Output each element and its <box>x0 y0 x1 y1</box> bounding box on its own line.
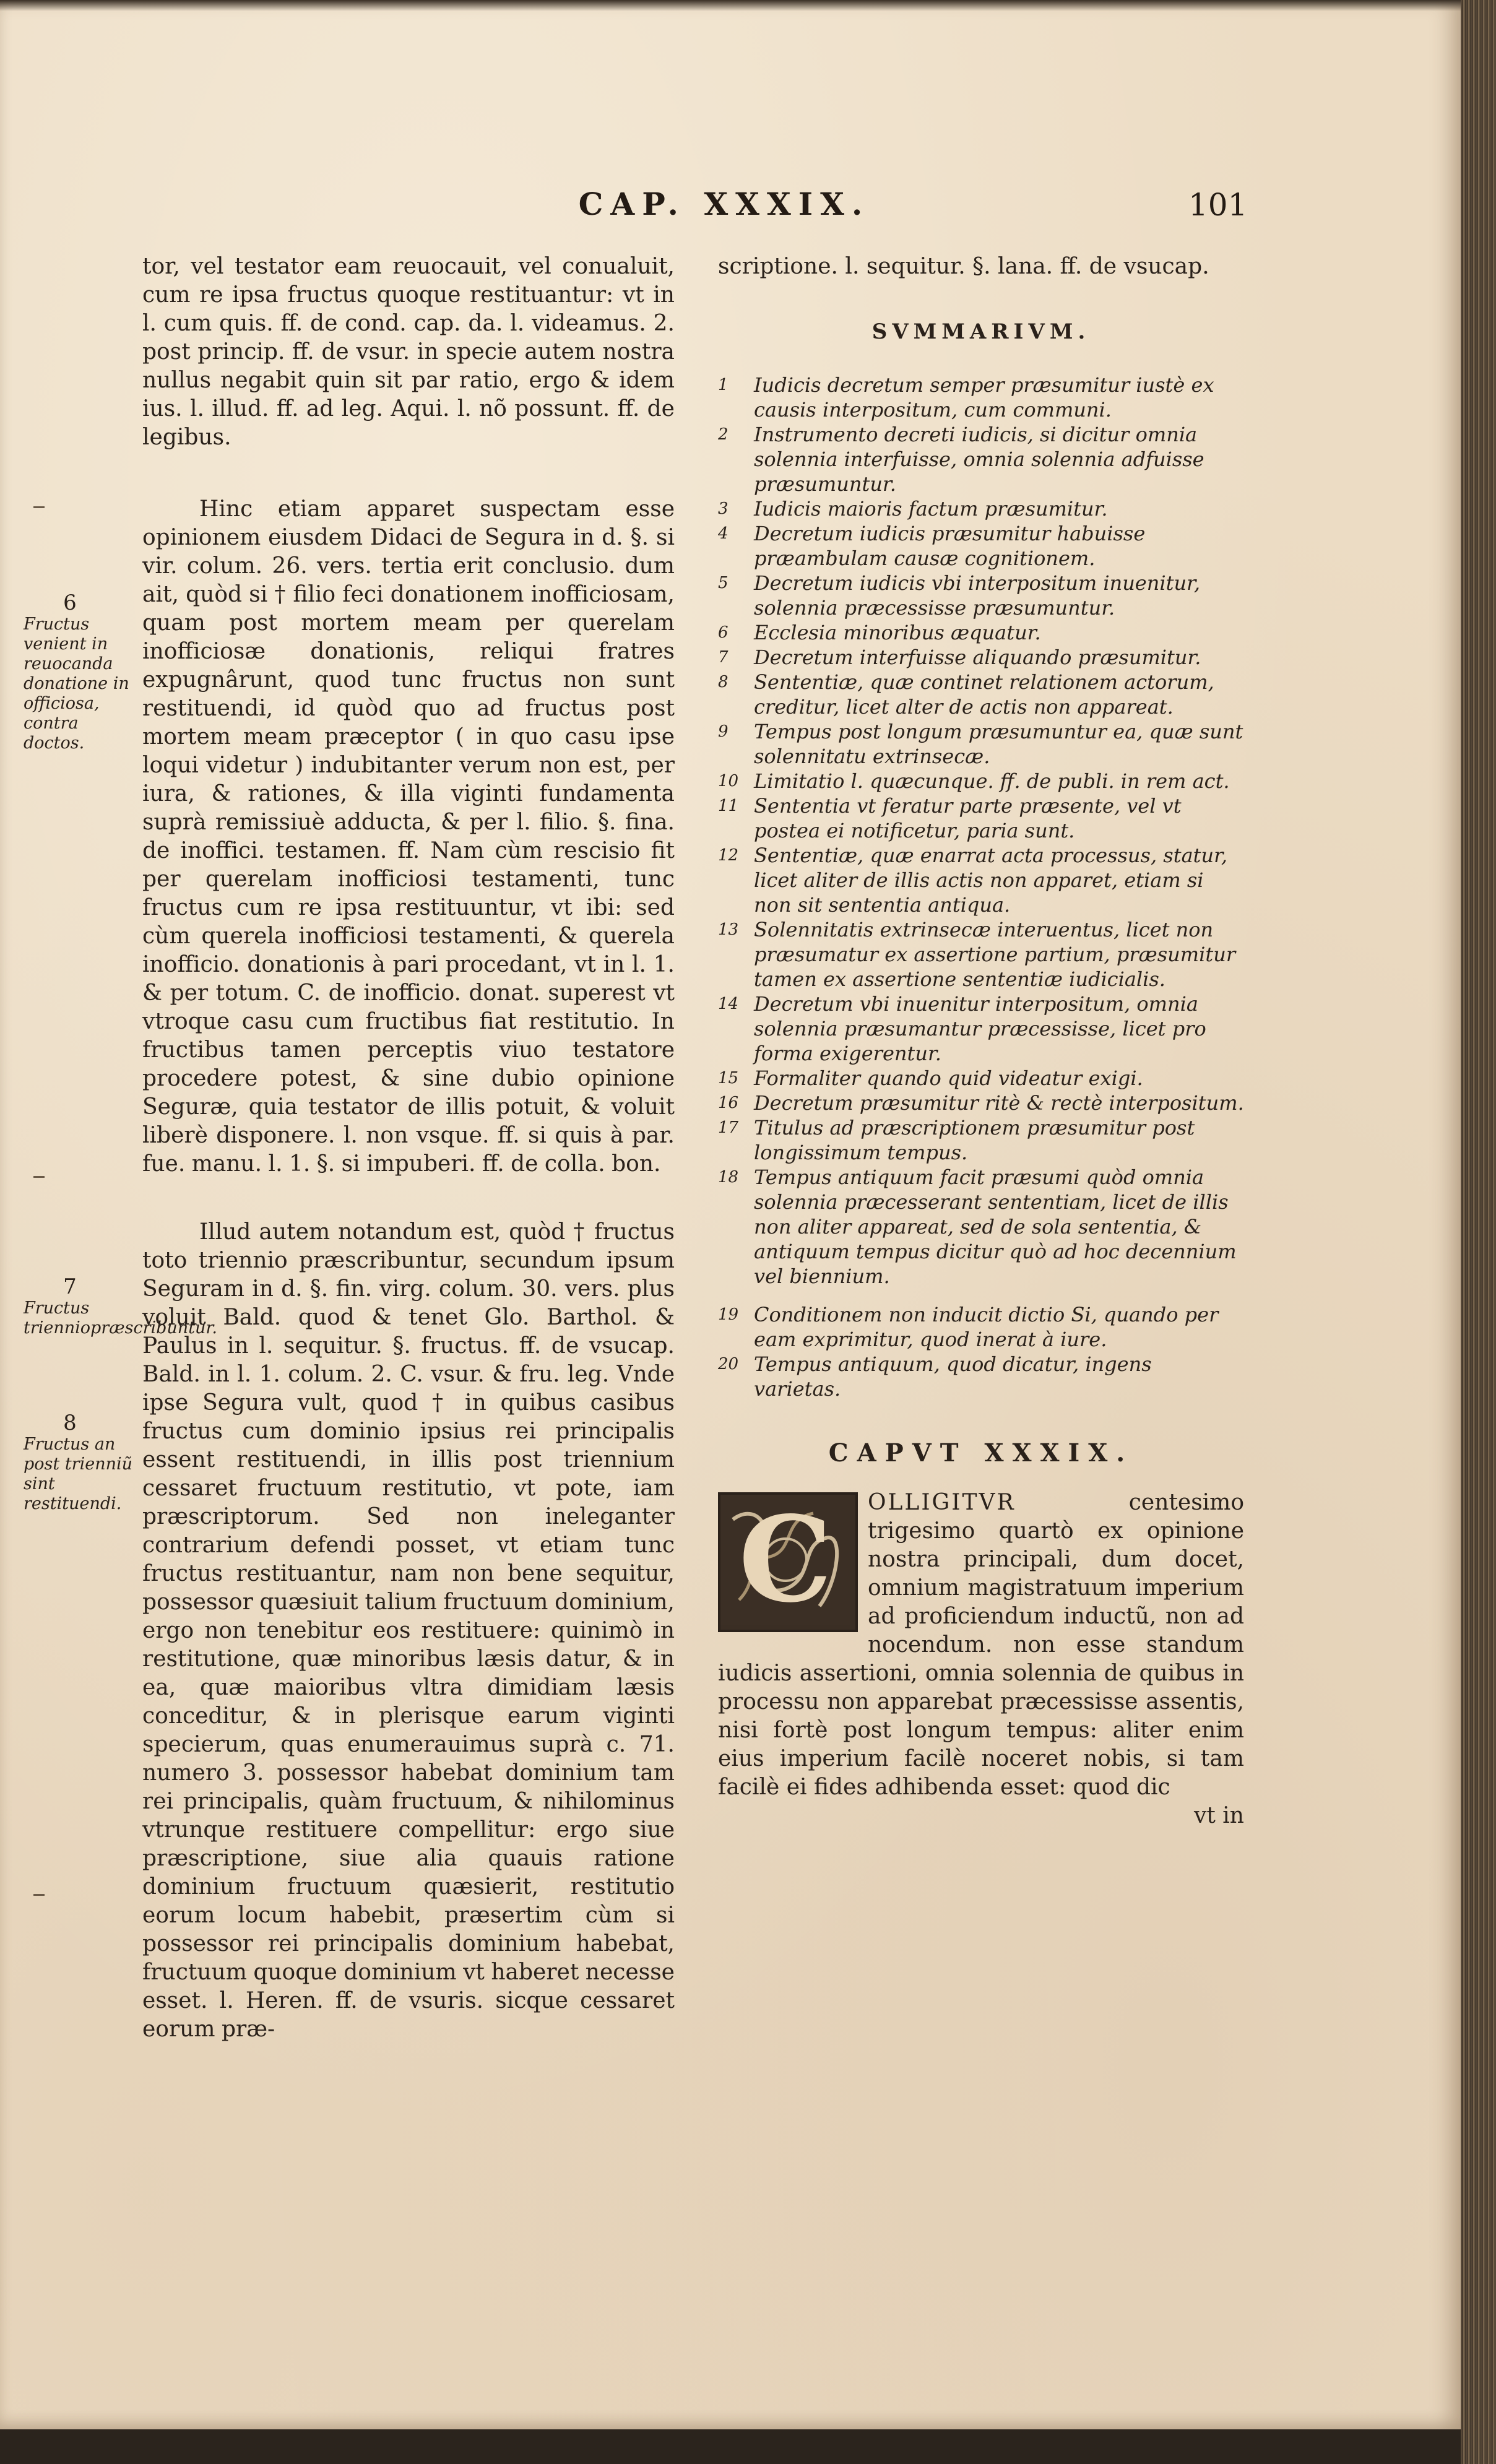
summarium-item <box>718 793 1244 843</box>
summarium-item <box>718 769 1244 793</box>
summarium-number: 7 <box>718 648 729 667</box>
summarium-text: Decretum iudicis vbi interpositum inuenitur, solennia præcessisse præsumuntur. <box>754 571 1200 620</box>
summarium-text: Iudicis decretum semper præsumitur iustè ex causis interpositum, cum communi. <box>754 373 1214 421</box>
summarium-item <box>718 571 1244 620</box>
summarium-text: Solennitatis extrinsecæ interuentus, licet non præsumatur ex assertione partium, præsumitur tamen ex assertione sententiæ iudicialis. <box>754 918 1236 991</box>
continuation-line: scriptione. l. sequitur. §. lana. ff. de vsucap. <box>718 254 1209 279</box>
summarium-text: Conditionem non inducit dictio Si, quando per eam exprimitur, quod inerat à iure. <box>754 1303 1219 1351</box>
summarium-number: 6 <box>718 623 729 642</box>
summarium-text: Tempus antiquum, quod dicatur, ingens varietas. <box>754 1352 1152 1401</box>
margin-note-6 <box>24 591 144 753</box>
margin-note-number: 7 <box>63 1274 77 1299</box>
margin-note-number: 8 <box>63 1411 77 1435</box>
summarium-item <box>718 670 1244 719</box>
summarium-item <box>718 1066 1244 1091</box>
summarium-number: 2 <box>718 425 729 444</box>
summarium-item <box>718 1091 1244 1115</box>
summarium-number: 18 <box>718 1168 739 1187</box>
caput-title: CAPVT XXXIX. <box>828 1438 1134 1468</box>
paragraph-2: Hinc etiam apparet suspectam esse opinionem eiusdem Didaci de Segura in d. §. si vir. colum. 26. vers. tertia erit conclusio. dum ait, quòd si † filio feci donationem inofficiosam, quam post mortem meam per querelam inofficiosæ donationis, reliqui fratres expugnârunt, quod tunc fructus non sunt restituendi, id quòd quo ad fructus post mortem meam præceptor ( in quo casu ipse loqui videtur ) indubitanter verum non est, per iura, & rationes, & illa viginti fundamenta suprà remissiuè adducta, & per l. filio. §. fina. de inoffici. testamen. ff. Nam cùm rescisio fit per querelam inofficiosi testamenti, tunc fructus cum re ipsa restituuntur, vt ibi: sed cùm querela inofficiosi testamenti, & querela inofficio. donationis à pari procedant, vt in l. 1. & per totum. C. de inofficio. donat. superest vt vtroque casu cum fructibus fiat restitutio. In fructibus tamen perceptis viuo testatore procedere potest, & sine dubio opinione Seguræ, quia testator de illis potuit, & voluit liberè disponere. l. non vsque. ff. si quis à par. fue. manu. l. 1. §. si impuberi. ff. de colla. bon. <box>142 496 675 1177</box>
summarium-item <box>718 521 1244 571</box>
summarium-number: 8 <box>718 673 729 691</box>
chapter-lead-word: OLLIGITVR <box>868 1490 1016 1515</box>
summarium-item <box>718 1165 1244 1289</box>
summarium-item <box>718 843 1244 917</box>
summarium-item <box>718 422 1244 496</box>
summarium-text: Formaliter quando quid videatur exigi. <box>754 1066 1143 1090</box>
summarium-item <box>718 620 1244 645</box>
summarium-number: 16 <box>718 1094 739 1112</box>
summarium-item <box>718 1302 1244 1352</box>
catchword: vt in <box>1194 1803 1244 1828</box>
summarium-text: Titulus ad præscriptionem præsumitur post longissimum tempus. <box>754 1116 1195 1164</box>
summarium-number: 14 <box>718 995 739 1013</box>
summarium-number: 13 <box>718 920 739 939</box>
summarium-number: 9 <box>718 722 729 741</box>
summarium-text: Instrumento decreti iudicis, si dicitur omnia solennia interfuisse, omnia solennia adfuisse præsumuntur. <box>754 423 1204 496</box>
summarium-number: 4 <box>718 524 729 543</box>
paragraph-1: tor, vel testator eam reuocauit, vel conualuit, cum re ipsa fructus quoque restituantur: vt in l. cum quis. ff. de cond. cap. da. l. videamus. 2. post princip. ff. de vsur. in specie autem nostra nullus negabit quin sit par ratio, ergo & idem ius. l. illud. ff. ad leg. Aqui. l. nõ possunt. ff. de legibus. <box>142 254 675 450</box>
summarium-number: 10 <box>718 772 739 790</box>
summarium-number: 15 <box>718 1069 739 1087</box>
summarium-number: 19 <box>718 1305 739 1324</box>
summarium-text: Tempus post longum præsumuntur ea, quæ sunt solennitatu extrinsecæ. <box>754 720 1243 768</box>
summarium-text: Iudicis maioris factum præsumitur. <box>754 497 1108 521</box>
summarium-list <box>718 373 1244 1401</box>
right-text-column <box>718 253 1244 1830</box>
paragraph-3: Illud autem notandum est, quòd † fructus toto triennio præscribuntur, secundum ipsum Seguram in d. §. fin. virg. colum. 30. vers. plus voluit Bald. quod & tenet Glo. Barthol. & Paulus in l. sequitur. §. fructus. ff. de vsucap. Bald. in l. 1. colum. 2. C. vsur. & fru. leg. Vnde ipse Segura vult, quod † in quibus casibus fructus cum dominio ipsius rei principalis essent restituendi, in illis post triennium cessaret fructuum restitutio, vt pote, iam præscriptorum. Sed non ineleganter contrarium defendi posset, vt etiam tunc fructus restituantur, nam non bene sequitur, possessor quæsiuit talium fructuum dominium, ergo non tenebitur eos restituere: quinimò in restitutione, quæ minoribus læsis datur, & in ea, quæ maioribus vltra dimidiam læsis conceditur, & in plerisque earum viginti specierum, quas enumerauimus suprà c. 71. numero 3. possessor habebat dominium tam rei principalis, quàm fructuum, & nihilominus vtrunque restituere compellitur: ergo siue præscriptione, siue alia quauis ratione dominium fructuum quæsierit, restitutio eorum locum habebit, præsertim cùm si possessor rei principalis dominium habebat, fructuum quoque dominium vt haberet necesse esset. l. Heren. ff. de vsuris. sicque cessaret eorum præ- <box>142 1219 675 2042</box>
summarium-number: 11 <box>718 797 739 815</box>
decorated-initial <box>718 1492 858 1632</box>
page-bottom-edge <box>0 2429 1461 2464</box>
margin-note-text: Fructus trienniopræscribuntur. <box>24 1299 217 1338</box>
chapter-header: CAP. XXXIX. <box>578 186 870 222</box>
summarium-text: Limitatio l. quæcunque. ff. de publi. in rem act. <box>754 769 1230 793</box>
summarium-item <box>718 1352 1244 1401</box>
margin-dash <box>33 1176 45 1178</box>
summarium-title: SVMMARIVM. <box>871 319 1091 344</box>
drop-cap-letter: C <box>738 1490 832 1628</box>
summarium-number: 3 <box>718 499 729 518</box>
summarium-text: Tempus antiquum facit præsumi quòd omnia solennia præcesserant sententiam, licet de illis non aliter appareat, sed de sola sententia, & antiquum tempus dicitur quò ad hoc decennium vel biennium. <box>754 1165 1237 1288</box>
margin-note-number: 6 <box>63 590 77 615</box>
page-top-shadow <box>0 0 1461 11</box>
left-text-column <box>142 253 675 2044</box>
chapter-body <box>718 1489 1244 1830</box>
summarium-item <box>718 373 1244 422</box>
summarium-number: 20 <box>718 1355 739 1373</box>
margin-dash <box>33 506 45 508</box>
summarium-item <box>718 496 1244 521</box>
summarium-item <box>718 1115 1244 1165</box>
summarium-text: Decretum iudicis præsumitur habuisse præambulam causæ cognitionem. <box>754 522 1146 570</box>
summarium-text: Ecclesia minoribus æquatur. <box>754 621 1041 644</box>
page-edge <box>1461 0 1496 2464</box>
summarium-item <box>718 719 1244 769</box>
summarium-number: 1 <box>718 376 729 394</box>
margin-note-text: Fructus an post trienniũ sint restituendi. <box>24 1435 133 1513</box>
summarium-text: Sententia vt feratur parte præsente, vel vt postea ei notificetur, paria sunt. <box>754 794 1182 842</box>
summarium-text: Decretum vbi inuenitur interpositum, omnia solennia præsumantur præcessisse, licet pro forma exigerentur. <box>754 992 1206 1065</box>
chapter-text: centesimo trigesimo quartò ex opinione nostra principali, dum docet, omnium magistratuum imperium ad proficiendum inductũ, non ad nocendum. non esse standum iudicis assertioni, omnia solennia de quibus in processu non apparebat præcessisse assentis, nisi fortè post longum tempus: aliter enim eius imperium facilè noceret nobis, si tam facilè ei fides adhibenda esset: quod dic <box>718 1490 1244 1800</box>
margin-note-text: Fructus venient in reuocanda donatione in officiosa, contra doctos. <box>24 615 129 753</box>
summarium-text: Decretum præsumitur ritè & rectè interpositum. <box>754 1091 1244 1115</box>
summarium-text: Sententiæ, quæ enarrat acta processus, statur, licet aliter de illis actis non apparet, etiam si non sit sententia antiqua. <box>754 844 1228 917</box>
summarium-text: Sententiæ, quæ continet relationem actorum, creditur, licet alter de actis non appareat. <box>754 670 1214 719</box>
summarium-number: 5 <box>718 574 729 592</box>
summarium-item <box>718 917 1244 992</box>
margin-note-7 <box>24 1274 217 1338</box>
summarium-text: Decretum interfuisse aliquando præsumitur. <box>754 646 1201 669</box>
summarium-number: 12 <box>718 846 739 865</box>
summarium-number: 17 <box>718 1118 739 1137</box>
summarium-item <box>718 645 1244 670</box>
margin-dash <box>33 1894 45 1896</box>
page-number: 101 <box>1188 187 1248 223</box>
summarium-item <box>718 992 1244 1066</box>
margin-note-8 <box>24 1411 144 1514</box>
